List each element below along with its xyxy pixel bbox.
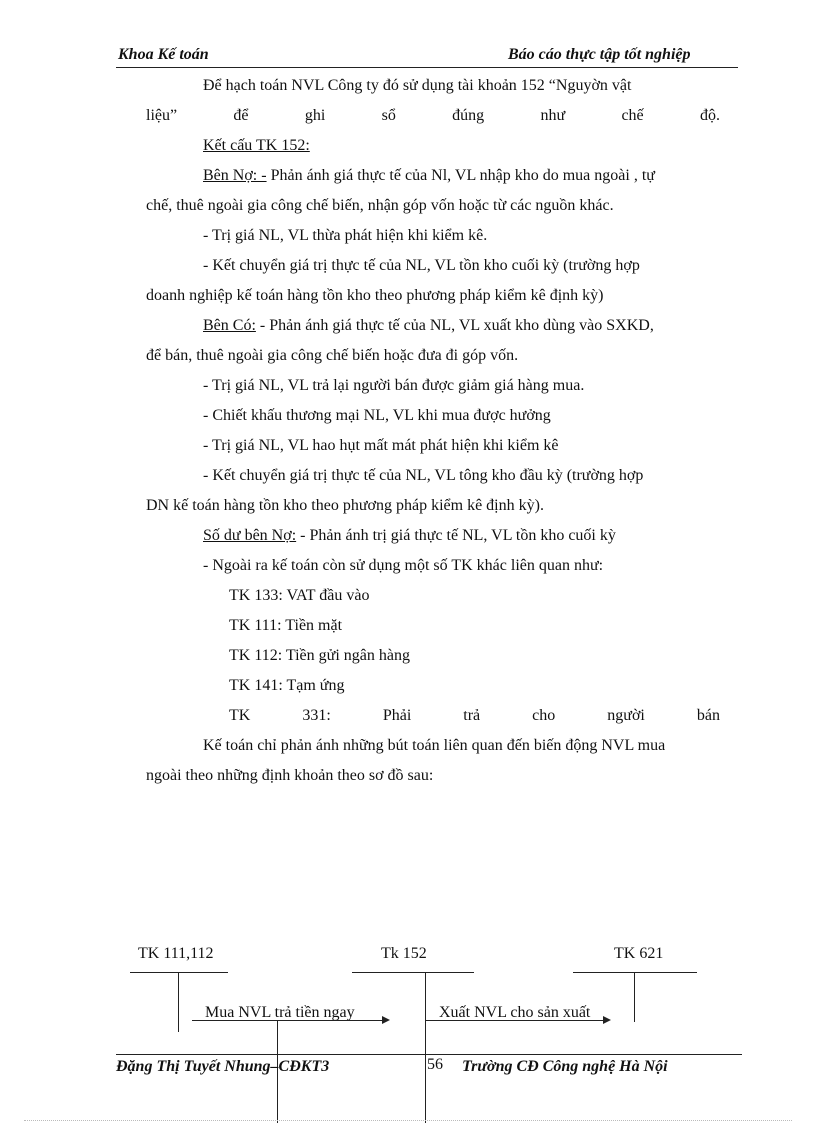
account-item: TK 111: Tiền mặt	[229, 617, 343, 634]
page-bottom-border	[24, 1120, 792, 1121]
flow-label-issue: Xuất NVL cho sản xuất	[439, 1004, 591, 1021]
account-item: TK 141: Tạm ứng	[229, 677, 345, 694]
ben-no-text: Phản ánh giá thực tế của Nl, VL nhập kho do mua ngoài , tự	[266, 167, 655, 184]
paragraph-line: DN kế toán hàng tồn kho theo phương pháp kiểm kê định kỳ).	[146, 497, 544, 514]
t-account-top-rule	[573, 972, 697, 973]
word: bán	[696, 707, 720, 724]
account-item: TK 133: VAT đầu vào	[229, 587, 370, 604]
so-du-line	[203, 526, 616, 546]
account-label-tk111-112: TK 111,112	[138, 945, 214, 962]
word: chế	[621, 107, 644, 124]
list-item: - Trị giá NL, VL thừa phát hiện khi kiểm kê.	[203, 227, 488, 244]
list-item: - Chiết khấu thương mại NL, VL khi mua được hưởng	[203, 407, 551, 424]
so-du-label: Số dư bên Nợ:	[203, 527, 297, 544]
ben-co-label: Bên Có:	[203, 317, 256, 334]
ben-co-text: - Phản ánh giá thực tế của NL, VL xuất kho dùng vào SXKD,	[255, 317, 654, 334]
section-heading-ket-cau: Kết cấu TK 152:	[203, 137, 310, 154]
footer-school: Trường CĐ Công nghệ Hà Nội	[462, 1058, 668, 1075]
word: 331:	[302, 707, 331, 724]
list-item: - Trị giá NL, VL trả lại người bán được giảm giá hàng mua.	[203, 377, 585, 394]
word: trả	[463, 707, 481, 724]
footer-author: Đặng Thị Tuyết Nhung–CĐKT3	[116, 1058, 330, 1075]
paragraph-line: Để hạch toán NVL Công ty đó sử dụng tài khoản 152 “Nguyờn vật	[203, 77, 632, 94]
word: độ.	[699, 107, 720, 124]
flow-label-purchase: Mua NVL trả tiền ngay	[205, 1004, 355, 1021]
word: TK	[229, 707, 251, 724]
paragraph-line: ngoài theo những định khoản theo sơ đồ sau:	[146, 767, 434, 784]
paragraph-line: chế, thuê ngoài gia công chế biến, nhận góp vốn hoặc từ các nguồn khác.	[146, 197, 614, 214]
arrow-right-icon	[603, 1016, 611, 1024]
t-account-stem	[425, 972, 426, 1123]
word: người	[607, 707, 645, 724]
ben-co-line	[203, 316, 654, 336]
paragraph-line: Kế toán chỉ phản ánh những bút toán liên quan đến biến động NVL mua	[203, 737, 666, 754]
header-rule	[116, 67, 738, 68]
flow-arrow-line	[192, 1020, 382, 1021]
word: sổ	[381, 107, 396, 124]
list-item: - Kết chuyển giá trị thực tế của NL, VL tông kho đầu kỳ (trường hợp	[203, 467, 644, 484]
word: để	[233, 107, 249, 124]
t-account-stem	[178, 972, 179, 1032]
t-account-stem	[634, 972, 635, 1022]
flow-arrow-line	[425, 1020, 605, 1021]
word: liệu”	[146, 107, 178, 124]
t-account-top-rule	[130, 972, 228, 973]
list-item: - Ngoài ra kế toán còn sử dụng một số TK khác liên quan như:	[203, 557, 604, 574]
word: cho	[532, 707, 556, 724]
account-item-justified	[229, 706, 720, 726]
account-item: TK 112: Tiền gửi ngân hàng	[229, 647, 410, 664]
account-label-tk621: TK 621	[614, 945, 664, 962]
list-item: - Trị giá NL, VL hao hụt mất mát phát hiện khi kiểm kê	[203, 437, 559, 454]
word: Phải	[382, 707, 412, 724]
page-number: 56	[427, 1056, 443, 1073]
footer-rule	[116, 1054, 742, 1055]
t-account-top-rule	[352, 972, 474, 973]
ben-no-line	[203, 166, 655, 186]
paragraph-justified-line	[146, 106, 720, 126]
header-report-title: Báo cáo thực tập tốt nghiệp	[508, 46, 691, 63]
account-label-tk152: Tk 152	[381, 945, 427, 962]
paragraph-line: để bán, thuê ngoài gia công chế biến hoặc đưa đi góp vốn.	[146, 347, 519, 364]
ben-no-label: Bên Nợ: -	[203, 167, 267, 184]
list-item: - Kết chuyển giá trị thực tế của NL, VL tồn kho cuối kỳ (trường hợp	[203, 257, 640, 274]
arrow-right-icon	[382, 1016, 390, 1024]
so-du-text: - Phản ánh trị giá thực tế NL, VL tồn kho cuối kỳ	[296, 527, 616, 544]
word: như	[540, 107, 566, 124]
header-faculty: Khoa Kế toán	[118, 46, 209, 63]
word: ghi	[304, 107, 326, 124]
paragraph-line: doanh nghiệp kế toán hàng tồn kho theo phương pháp kiểm kê định kỳ)	[146, 287, 604, 304]
word: đúng	[452, 107, 485, 124]
